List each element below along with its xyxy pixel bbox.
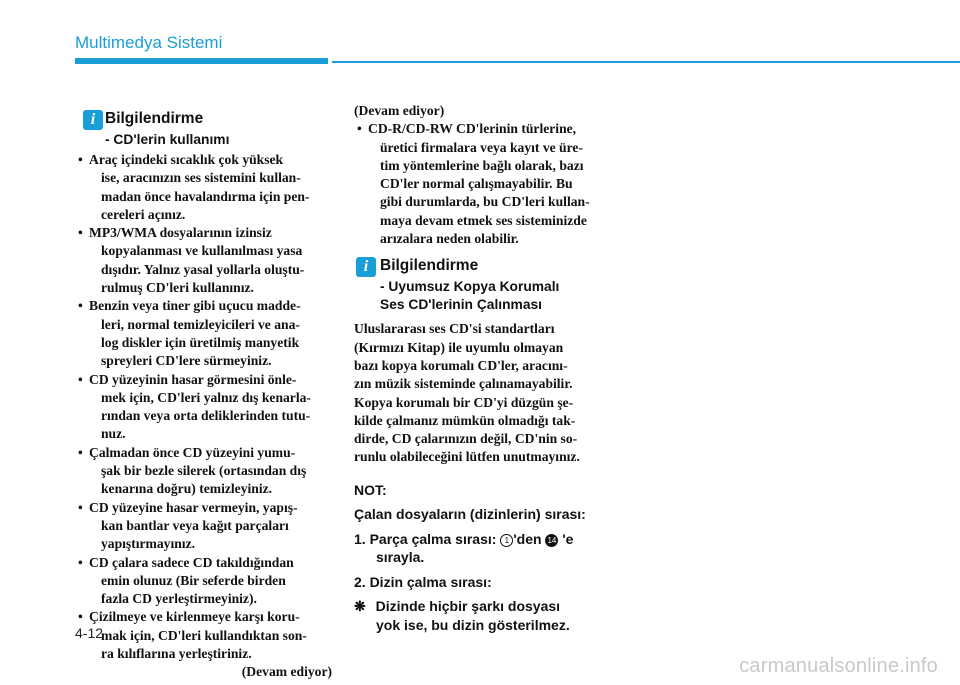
bullet-line: madan önce havalandırma için pen-	[101, 188, 310, 204]
info-box-header-2	[354, 256, 611, 278]
info-box-header	[75, 109, 332, 131]
asterism-icon: ❋	[354, 598, 366, 615]
paragraph-line: Uluslararası ses CD'si standartları	[354, 321, 555, 337]
bullet-item	[75, 224, 332, 297]
bullet-line: tim yöntemlerine bağlı olarak, bazı	[380, 157, 584, 173]
paragraph-line: dirde, CD çalarınızın değil, CD'nin so-	[354, 431, 578, 447]
info-subtitle: - CD'lerin kullanımı	[105, 132, 230, 147]
info-title: Bilgilendirme	[105, 110, 204, 127]
bullet-item	[354, 120, 611, 248]
note-item-1-mid: 'den	[513, 530, 546, 547]
continued-label: (Devam ediyor)	[241, 664, 332, 680]
bullet-line: ra kılıflarına yerleştiriniz.	[101, 646, 252, 662]
paragraph-line: runlu olabileceğini lütfen unutmayınız.	[354, 449, 580, 465]
bullet-item	[75, 151, 332, 224]
note-item-1-line2: sırayla.	[376, 549, 425, 566]
bullet-line: kopyalanması ve kullanılması yasa	[101, 243, 303, 259]
circled-14-icon: 14	[545, 534, 558, 547]
watermark: carmanualsonline.info	[739, 655, 938, 677]
bullet-line: • CD yüzeyinin hasar görmesini önle-	[89, 371, 297, 387]
paragraph-line: Kopya korumalı bir CD'yi düzgün şe-	[354, 394, 574, 410]
continued-header: (Devam ediyor)	[354, 103, 445, 118]
bullet-line: • CD çalara sadece CD takıldığından	[89, 554, 294, 570]
section-title: Multimedya Sistemi	[75, 33, 223, 52]
bullet-line: rulmuş CD'leri kullanınız.	[101, 280, 254, 296]
bullet-line: • CD-R/CD-RW CD'lerinin türlerine,	[368, 121, 577, 137]
paragraph-line: zın müzik sisteminde çalınamayabilir.	[354, 376, 573, 392]
bullet-line: kan bantlar veya kağıt parçaları	[101, 517, 289, 533]
bullet-line: • Benzin veya tiner gibi uçucu madde-	[89, 298, 301, 314]
bullet-item	[75, 608, 332, 663]
bullet-line: log diskler için üretilmiş manyetik	[101, 334, 300, 350]
bullet-line: emin olunuz (Bir seferde birden	[101, 572, 286, 588]
bullet-line: CD'ler normal çalışmayabilir. Bu	[380, 176, 573, 192]
header-bar-thin	[332, 61, 960, 63]
paragraph-line: kilde çalmanız mümkün olmadığı tak-	[354, 412, 576, 428]
paragraph-line: (Kırmızı Kitap) ile uyumlu olmayan	[354, 339, 564, 355]
note-item-3-line1: Dizinde hiçbir şarkı dosyası	[375, 598, 561, 615]
bullet-line: fazla CD yerleştirmeyiniz).	[101, 591, 257, 607]
bullet-line: spreyleri CD'lere sürmeyiniz.	[101, 353, 272, 369]
note-item-1-suffix: 'e	[558, 530, 574, 547]
bullet-line: rından veya orta deliklerinden tutu-	[101, 408, 311, 424]
bullet-list	[75, 151, 332, 663]
bullet-line: • Çalmadan önce CD yüzeyini yumu-	[89, 444, 296, 460]
bullet-line: • MP3/WMA dosyalarının izinsiz	[89, 225, 272, 241]
info-title-2: Bilgilendirme	[380, 257, 479, 275]
bullet-line: yapıştırmayınız.	[101, 536, 196, 552]
left-column	[75, 109, 332, 682]
bullet-line: nuz.	[101, 426, 126, 442]
page-number: 4-12	[75, 625, 104, 641]
note-item-3	[354, 597, 611, 616]
bullet-item	[75, 499, 332, 554]
right-column	[354, 102, 611, 634]
bullet-line: kenarına doğru) temizleyiniz.	[101, 481, 273, 497]
circled-1-icon: 1	[500, 534, 513, 547]
bullet-line: ise, aracınızın ses sistemini kullan-	[101, 170, 301, 186]
bullet-item	[75, 554, 332, 609]
bullet-line: arızalara neden olabilir.	[380, 231, 519, 247]
bullet-item	[75, 444, 332, 499]
note-title: Çalan dosyaların (dizinlerin) sırası:	[354, 506, 586, 523]
bullet-line: • Araç içindeki sıcaklık çok yüksek	[89, 152, 284, 167]
header-bar-thick	[75, 58, 328, 64]
bullet-item	[75, 371, 332, 444]
bullet-line: mak için, CD'leri kullandıktan son-	[101, 627, 307, 643]
bullet-line: leri, normal temizleyicileri ve ana-	[101, 316, 300, 332]
bullet-line: dışıdır. Yalnız yasal yollarla oluştu-	[101, 261, 305, 277]
note-label: NOT:	[354, 481, 387, 498]
info-icon: i	[83, 110, 103, 130]
bullet-line: üretici firmalara veya kayıt ve üre-	[380, 139, 583, 155]
info-subtitle-2a: - Uyumsuz Kopya Korumalı	[380, 279, 560, 295]
info-subtitle-2b: Ses CD'lerinin Çalınması	[380, 297, 542, 313]
bullet-line: gibi durumlarda, bu CD'leri kullan-	[380, 194, 590, 210]
bullet-line: maya devam etmek ses sisteminizde	[380, 212, 587, 228]
note-item-1-prefix: 1. Parça çalma sırası:	[354, 530, 501, 547]
bullet-line: • CD yüzeyine hasar vermeyin, yapış-	[89, 499, 298, 515]
bullet-item	[75, 297, 332, 370]
info-paragraph	[354, 320, 611, 466]
note-item-2: 2. Dizin çalma sırası:	[354, 573, 492, 590]
bullet-line: cereleri açınız.	[101, 206, 186, 222]
bullet-line: şak bir bezle silerek (ortasından dış	[101, 463, 307, 479]
note-item-1	[354, 530, 611, 549]
note-item-3-line2: yok ise, bu dizin gösterilmez.	[376, 616, 570, 633]
info-icon: i	[356, 257, 376, 277]
bullet-line: • Çizilmeye ve kirlenmeye karşı koru-	[89, 609, 300, 625]
paragraph-line: bazı kopya korumalı CD'ler, aracını-	[354, 357, 568, 373]
bullet-line: mek için, CD'leri yalnız dış kenarla-	[101, 389, 311, 405]
